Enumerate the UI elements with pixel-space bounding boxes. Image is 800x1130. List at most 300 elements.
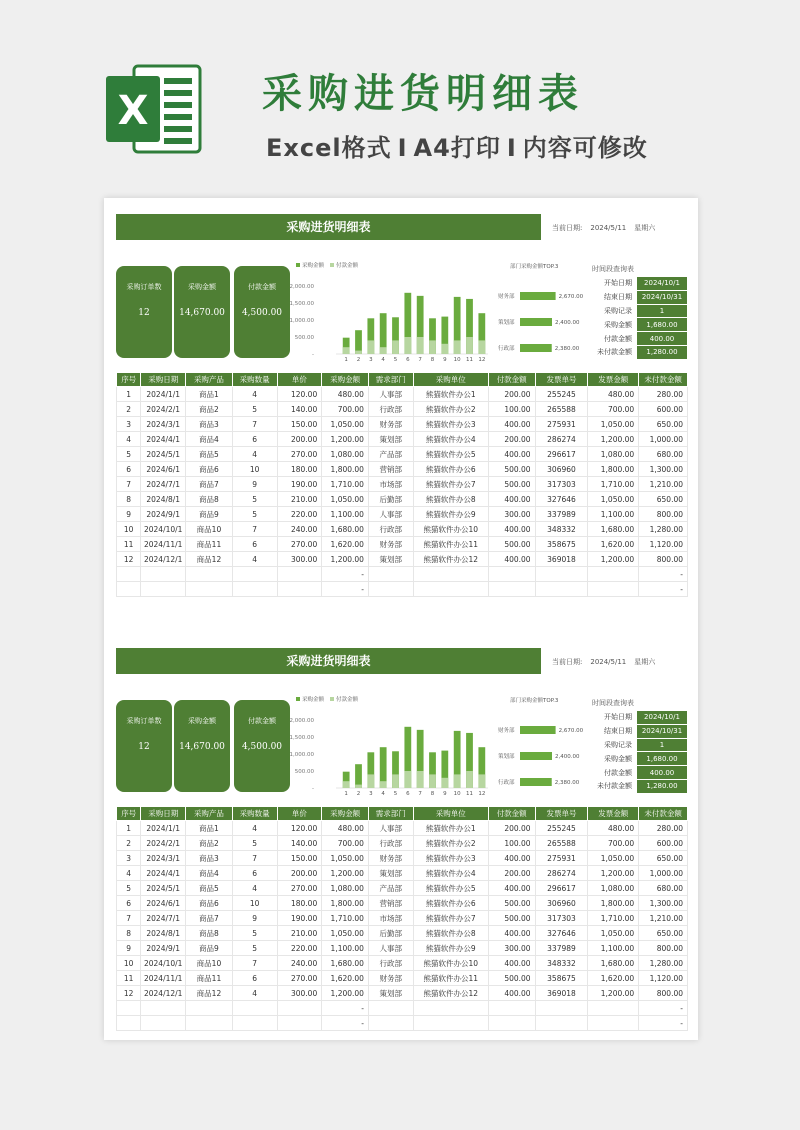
x-tick-label: 7 [418, 357, 422, 363]
table-cell: 9 [232, 911, 277, 926]
table-cell: 1 [117, 387, 141, 402]
table-cell: 商品3 [186, 417, 233, 432]
table-row [117, 926, 688, 941]
y-tick-label: 2,000.00 [289, 718, 314, 724]
table-cell: 369018 [535, 552, 588, 567]
table-cell: 180.00 [277, 462, 322, 477]
x-tick-label: 11 [466, 357, 473, 363]
column-header: 采购单位 [413, 807, 488, 821]
bar-payment [454, 340, 461, 354]
stat-card-orders: 采购订单数 12 [116, 266, 172, 358]
table-cell [141, 1016, 186, 1031]
table-cell: 商品3 [186, 851, 233, 866]
query-value[interactable]: 2024/10/31 [637, 290, 688, 304]
table-cell: 240.00 [277, 956, 322, 971]
table-cell: 1,200.00 [588, 432, 639, 447]
legend-label: 付款金额 [336, 697, 359, 703]
table-cell: 100.00 [488, 836, 535, 851]
table-cell: 270.00 [277, 447, 322, 462]
table-cell [488, 567, 535, 582]
query-label: 付款金额 [593, 766, 637, 780]
stat-card-purchase: 采购金额 14,670.00 [174, 700, 230, 792]
x-tick-label: 1 [344, 357, 348, 363]
table-cell: 1,080.00 [588, 447, 639, 462]
table-cell: 220.00 [277, 507, 322, 522]
current-date: 当前日期: 2024/5/11 星期六 [552, 224, 656, 232]
x-tick-label: 2 [356, 791, 361, 797]
table-cell: 10 [117, 522, 141, 537]
table-row [117, 492, 688, 507]
x-tick-label: 12 [478, 357, 486, 363]
table-cell: 317303 [535, 477, 588, 492]
table-cell: 306960 [535, 462, 588, 477]
query-label: 结束日期 [593, 724, 637, 738]
table-cell: 6 [232, 537, 277, 552]
table-cell: 5 [232, 507, 277, 522]
table-cell: 商品9 [186, 507, 233, 522]
table-cell: 5 [232, 836, 277, 851]
table-cell: 熊猫软件办公6 [413, 462, 488, 477]
table-cell: 200.00 [488, 432, 535, 447]
bar-payment [417, 337, 424, 354]
table-cell: 300.00 [277, 552, 322, 567]
query-row [593, 766, 688, 780]
table-cell: 熊猫软件办公5 [413, 447, 488, 462]
table-cell: 1,280.00 [639, 522, 688, 537]
x-tick-label: 7 [418, 791, 422, 797]
table-row [117, 537, 688, 552]
table-cell: 4 [117, 432, 141, 447]
table-cell: 商品8 [186, 926, 233, 941]
table-cell: 商品11 [186, 971, 233, 986]
table-cell: 1,680.00 [588, 522, 639, 537]
table-cell: 1,210.00 [639, 911, 688, 926]
table-cell: 1 [117, 821, 141, 836]
table-cell: 150.00 [277, 851, 322, 866]
table-cell [141, 582, 186, 597]
legend-swatch [330, 263, 334, 267]
table-cell: 1,050.00 [322, 851, 369, 866]
query-value[interactable]: 1 [637, 304, 688, 318]
table-cell: 650.00 [639, 417, 688, 432]
query-value[interactable]: 2024/10/1 [637, 277, 688, 291]
monthly-bar-chart [289, 694, 492, 804]
table-cell: 1,710.00 [588, 911, 639, 926]
table-cell: 4 [232, 387, 277, 402]
table-cell: 480.00 [322, 387, 369, 402]
table-cell: 熊猫软件办公9 [413, 941, 488, 956]
query-row [593, 738, 688, 752]
table-cell: 1,300.00 [639, 462, 688, 477]
table-row [117, 836, 688, 851]
query-label: 采购记录 [593, 304, 637, 318]
query-value[interactable]: 2024/10/31 [637, 724, 688, 738]
table-row [117, 1016, 688, 1031]
x-tick-label: 3 [369, 357, 373, 363]
table-cell: 1,080.00 [322, 881, 369, 896]
table-cell: 熊猫软件办公10 [413, 956, 488, 971]
table-cell: 熊猫软件办公2 [413, 836, 488, 851]
dept-value-label: 2,380.00 [554, 780, 580, 786]
table-cell [277, 582, 322, 597]
table-cell: - [639, 1016, 688, 1031]
bar-payment [429, 774, 436, 788]
table-cell: 255245 [535, 821, 588, 836]
query-value[interactable]: 1 [637, 738, 688, 752]
svg-text:X: X [117, 88, 149, 134]
table-cell [368, 1016, 413, 1031]
table-header [117, 807, 688, 821]
query-value[interactable]: 1,680.00 [637, 752, 688, 766]
table-row [117, 956, 688, 971]
table-cell: - [639, 582, 688, 597]
table-cell: 10 [232, 462, 277, 477]
x-tick-label: 2 [356, 357, 361, 363]
x-tick-label: 5 [393, 791, 398, 797]
monthly-bar-chart [289, 260, 492, 370]
table-cell: 190.00 [277, 477, 322, 492]
table-cell: 1,100.00 [322, 507, 369, 522]
table-cell: 680.00 [639, 447, 688, 462]
table-cell: 1,710.00 [322, 477, 369, 492]
bar-payment [355, 351, 362, 354]
query-title: 时间段查询表 [592, 265, 634, 273]
table-cell: 1,210.00 [639, 477, 688, 492]
page-subtitle: Excel格式 I A4打印 I 内容可修改 [266, 134, 648, 162]
table-cell: 4 [232, 986, 277, 1001]
query-row [593, 779, 688, 793]
table-cell [488, 582, 535, 597]
table-cell: 熊猫软件办公6 [413, 896, 488, 911]
table-cell: 1,710.00 [588, 477, 639, 492]
table-cell: 1,050.00 [588, 926, 639, 941]
table-cell: 5 [117, 881, 141, 896]
query-title: 时间段查询表 [592, 699, 634, 707]
table-cell: 480.00 [322, 821, 369, 836]
table-cell: - [639, 567, 688, 582]
table-cell [368, 1001, 413, 1016]
stat-card-payment: 付款金额 4,500.00 [234, 266, 290, 358]
table-cell: 1,200.00 [322, 986, 369, 1001]
legend-swatch [296, 263, 300, 267]
table-cell: 1,800.00 [588, 462, 639, 477]
table-cell: 财务部 [368, 417, 413, 432]
table-cell: 人事部 [368, 387, 413, 402]
table-cell: 熊猫软件办公10 [413, 522, 488, 537]
y-tick-label: - [312, 786, 314, 792]
table-cell: 1,200.00 [588, 866, 639, 881]
table-cell: 熊猫软件办公1 [413, 387, 488, 402]
column-header: 需求部门 [368, 807, 413, 821]
table-cell: 210.00 [277, 492, 322, 507]
dept-top3-chart [496, 260, 592, 360]
column-header: 未付款金额 [639, 373, 688, 387]
table-cell [186, 1001, 233, 1016]
table-cell: 10 [117, 956, 141, 971]
bar-payment [417, 771, 424, 788]
table-cell [413, 1016, 488, 1031]
table-cell: 700.00 [588, 402, 639, 417]
page-header [0, 0, 800, 190]
table-row [117, 507, 688, 522]
table-cell: 2024/6/1 [141, 462, 186, 477]
dept-label: 行政部 [498, 346, 515, 352]
bar-payment [441, 778, 448, 788]
table-cell: - [322, 582, 369, 597]
table-cell: 熊猫软件办公1 [413, 821, 488, 836]
table-cell: 6 [232, 866, 277, 881]
table-cell: 商品4 [186, 432, 233, 447]
bar-payment [429, 340, 436, 354]
y-tick-label: 1,000.00 [289, 752, 314, 758]
table-cell: 2024/2/1 [141, 836, 186, 851]
column-header: 未付款金额 [639, 807, 688, 821]
table-cell [117, 1001, 141, 1016]
bar-payment [343, 781, 350, 788]
table-cell: 650.00 [639, 926, 688, 941]
table-row [117, 552, 688, 567]
column-header: 序号 [117, 807, 141, 821]
table-cell: 200.00 [488, 821, 535, 836]
table-row [117, 447, 688, 462]
table-cell: 商品1 [186, 821, 233, 836]
table-cell: 265588 [535, 836, 588, 851]
table-cell: 商品8 [186, 492, 233, 507]
table-cell: 2024/10/1 [141, 956, 186, 971]
table-cell: 1,200.00 [588, 986, 639, 1001]
x-tick-label: 4 [381, 791, 385, 797]
table-cell: 1,620.00 [588, 971, 639, 986]
query-label: 结束日期 [593, 290, 637, 304]
table-cell: 熊猫软件办公2 [413, 402, 488, 417]
table-cell: 270.00 [277, 537, 322, 552]
table-cell: 2024/12/1 [141, 986, 186, 1001]
table-cell: 300.00 [488, 507, 535, 522]
table-cell: 1,680.00 [322, 522, 369, 537]
table-cell: 2024/8/1 [141, 926, 186, 941]
table-cell: 200.00 [488, 387, 535, 402]
table-cell: 140.00 [277, 402, 322, 417]
legend-label: 付款金额 [336, 263, 359, 269]
table-cell [232, 567, 277, 582]
table-cell: 商品10 [186, 522, 233, 537]
table-cell: 熊猫软件办公12 [413, 986, 488, 1001]
table-cell: 280.00 [639, 387, 688, 402]
table-cell: 商品9 [186, 941, 233, 956]
table-cell [232, 1016, 277, 1031]
dept-label: 策划部 [498, 320, 515, 326]
column-header: 单价 [277, 807, 322, 821]
query-row [593, 304, 688, 318]
query-value[interactable]: 1,280.00 [637, 779, 688, 793]
table-cell: 2024/3/1 [141, 851, 186, 866]
table-cell: 2024/3/1 [141, 417, 186, 432]
table-row [117, 851, 688, 866]
table-cell: 348332 [535, 522, 588, 537]
table-cell: - [322, 1016, 369, 1031]
table-cell: 2024/4/1 [141, 432, 186, 447]
column-header: 采购日期 [141, 807, 186, 821]
table-cell: 650.00 [639, 851, 688, 866]
table-cell: 3 [117, 851, 141, 866]
y-tick-label: - [312, 352, 314, 358]
table-cell: - [322, 1001, 369, 1016]
x-tick-label: 6 [406, 791, 410, 797]
table-cell: 2024/10/1 [141, 522, 186, 537]
table-cell: 商品2 [186, 836, 233, 851]
table-cell: 650.00 [639, 492, 688, 507]
stat-card-payment: 付款金额 4,500.00 [234, 700, 290, 792]
table-cell: 1,300.00 [639, 896, 688, 911]
table-cell: 1,200.00 [588, 552, 639, 567]
column-header: 采购金额 [322, 373, 369, 387]
y-tick-label: 500.00 [294, 335, 314, 341]
table-cell: 策划部 [368, 432, 413, 447]
x-tick-label: 9 [443, 357, 447, 363]
table-cell: 190.00 [277, 911, 322, 926]
query-value[interactable]: 400.00 [637, 766, 688, 780]
table-row [117, 881, 688, 896]
table-cell: 600.00 [639, 836, 688, 851]
table-cell [413, 582, 488, 597]
table-cell: 2024/7/1 [141, 911, 186, 926]
table-cell: 2024/11/1 [141, 971, 186, 986]
table-cell: 5 [117, 447, 141, 462]
table-cell: 500.00 [488, 896, 535, 911]
dept-value-label: 2,670.00 [558, 728, 584, 734]
table-cell: 产品部 [368, 447, 413, 462]
bar-payment [478, 774, 485, 788]
table-cell: 9 [117, 941, 141, 956]
query-label: 付款金额 [593, 332, 637, 346]
column-header: 单价 [277, 373, 322, 387]
table-cell: 400.00 [488, 926, 535, 941]
table-row [117, 1001, 688, 1016]
table-cell: 产品部 [368, 881, 413, 896]
table-cell: 1,100.00 [588, 941, 639, 956]
x-tick-label: 6 [406, 357, 410, 363]
table-cell: 4 [232, 881, 277, 896]
x-tick-label: 3 [369, 791, 373, 797]
table-cell: 行政部 [368, 402, 413, 417]
table-row [117, 821, 688, 836]
query-label: 未付款金额 [593, 779, 637, 793]
query-row [593, 752, 688, 766]
bar-payment [355, 785, 362, 788]
column-header: 付款金额 [488, 807, 535, 821]
query-row [593, 277, 688, 291]
table-cell: 2024/5/1 [141, 447, 186, 462]
query-row [593, 290, 688, 304]
query-row [593, 345, 688, 359]
table-cell: 500.00 [488, 477, 535, 492]
table-cell [413, 1001, 488, 1016]
table-cell: 800.00 [639, 941, 688, 956]
query-value[interactable]: 1,680.00 [637, 318, 688, 332]
table-cell: 180.00 [277, 896, 322, 911]
table-cell: 2024/4/1 [141, 866, 186, 881]
table-cell: 317303 [535, 911, 588, 926]
y-tick-label: 1,500.00 [289, 735, 314, 741]
table-cell: 337989 [535, 941, 588, 956]
x-tick-label: 9 [443, 791, 447, 797]
bar-payment [392, 340, 399, 354]
dept-bar [520, 292, 556, 300]
table-row [117, 477, 688, 492]
table-cell: 4 [232, 821, 277, 836]
query-row [593, 332, 688, 346]
column-header: 需求部门 [368, 373, 413, 387]
table-cell: 6 [117, 462, 141, 477]
table-cell: 4 [232, 552, 277, 567]
table-cell: 商品6 [186, 896, 233, 911]
dept-bar [520, 318, 552, 326]
table-cell: 2024/8/1 [141, 492, 186, 507]
column-header: 采购产品 [186, 373, 233, 387]
dept-label: 策划部 [498, 754, 515, 760]
query-value[interactable]: 1,280.00 [637, 345, 688, 359]
bar-payment [380, 347, 387, 354]
table-cell: 500.00 [488, 971, 535, 986]
table-cell: 熊猫软件办公4 [413, 866, 488, 881]
table-cell: 1,800.00 [322, 896, 369, 911]
y-tick-label: 1,000.00 [289, 318, 314, 324]
dept-bar [520, 726, 556, 734]
query-label: 采购金额 [593, 752, 637, 766]
table-cell: 12 [117, 986, 141, 1001]
bar-payment [454, 774, 461, 788]
table-cell: 150.00 [277, 417, 322, 432]
table-cell: 7 [232, 956, 277, 971]
table-cell: 熊猫软件办公3 [413, 417, 488, 432]
table-cell [413, 567, 488, 582]
table-cell: - [322, 567, 369, 582]
x-tick-label: 5 [393, 357, 398, 363]
table-cell: 1,200.00 [322, 866, 369, 881]
table-cell: 营销部 [368, 462, 413, 477]
query-value[interactable]: 2024/10/1 [637, 711, 688, 725]
x-tick-label: 10 [453, 357, 461, 363]
table-cell: 265588 [535, 402, 588, 417]
query-row [593, 724, 688, 738]
table-cell: 500.00 [488, 462, 535, 477]
query-value[interactable]: 400.00 [637, 332, 688, 346]
table-cell [535, 1016, 588, 1031]
x-tick-label: 10 [453, 791, 461, 797]
table-cell: 1,120.00 [639, 971, 688, 986]
column-header: 付款金额 [488, 373, 535, 387]
table-cell: 296617 [535, 447, 588, 462]
table-header [117, 373, 688, 387]
table-cell: 商品12 [186, 986, 233, 1001]
table-cell [588, 567, 639, 582]
table-cell: 1,100.00 [588, 507, 639, 522]
table-cell: 1,710.00 [322, 911, 369, 926]
table-cell: 400.00 [488, 492, 535, 507]
table-cell: 1,080.00 [322, 447, 369, 462]
table-cell: 熊猫软件办公7 [413, 477, 488, 492]
table-cell: 400.00 [488, 986, 535, 1001]
dept-value-label: 2,380.00 [554, 346, 580, 352]
table-cell: - [639, 1001, 688, 1016]
query-label: 采购记录 [593, 738, 637, 752]
query-label: 开始日期 [593, 711, 637, 725]
table-cell [232, 1001, 277, 1016]
table-row [117, 522, 688, 537]
query-label: 开始日期 [593, 277, 637, 291]
x-tick-label: 12 [478, 791, 486, 797]
legend-label: 采购金额 [302, 697, 325, 703]
